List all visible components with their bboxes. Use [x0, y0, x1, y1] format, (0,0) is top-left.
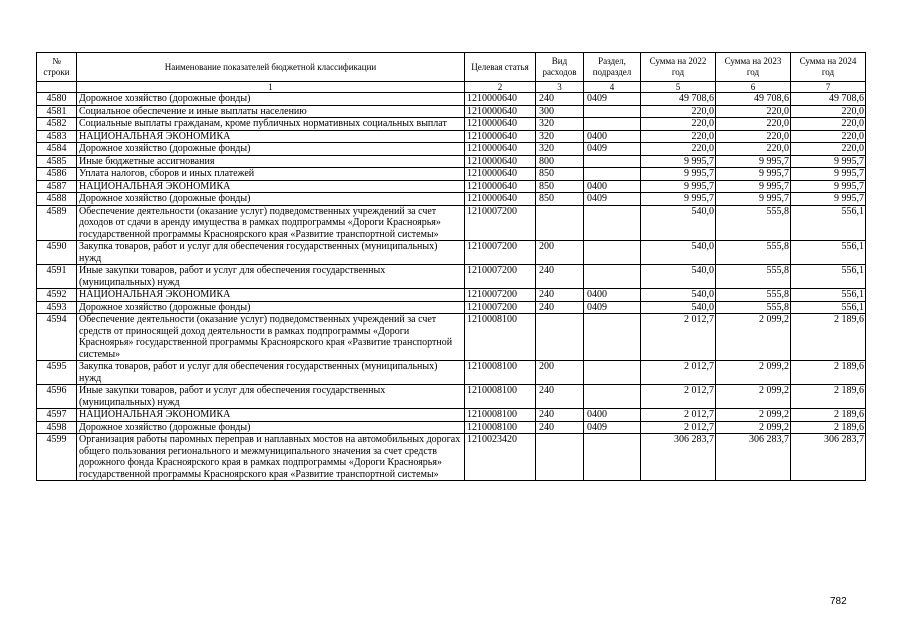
indicator-name: Обеспечение деятельности (оказание услуг) подведомственных учреждений за счет средств от приносящей доход деятельности в рамках подпрограммы «Дороги Красноярья» государственной программы Красноярского края «Развитие транспортной системы»: [77, 314, 465, 361]
section-code: [584, 105, 641, 118]
sum-2024: 556,1: [791, 289, 866, 302]
sum-2022: 2 012,7: [641, 361, 716, 385]
indicator-name: Иные бюджетные ассигнования: [77, 155, 465, 168]
column-index-row: [37, 82, 866, 93]
sum-2023: 555,8: [716, 265, 791, 289]
indicator-name: Закупка товаров, работ и услуг для обеспечения государственных (муниципальных) нужд: [77, 241, 465, 265]
table-row: [37, 434, 866, 481]
sum-2024: 556,1: [791, 241, 866, 265]
expense-type: 320: [536, 118, 584, 131]
target-article: 1210008100: [465, 314, 536, 361]
sum-2023: 9 995,7: [716, 193, 791, 206]
sum-2023: 49 708,6: [716, 93, 791, 106]
sum-2024: 9 995,7: [791, 168, 866, 181]
table-row: [37, 143, 866, 156]
table-row: [37, 193, 866, 206]
sum-2024: 9 995,7: [791, 193, 866, 206]
row-number: 4594: [37, 314, 77, 361]
sum-2022: 49 708,6: [641, 93, 716, 106]
section-code: [584, 265, 641, 289]
expense-type: 320: [536, 130, 584, 143]
table-row: [37, 385, 866, 409]
sum-2023: 2 099,2: [716, 314, 791, 361]
section-code: [584, 155, 641, 168]
column-index: 3: [536, 82, 584, 93]
column-index: 7: [791, 82, 866, 93]
column-index: 5: [641, 82, 716, 93]
target-article: 1210008100: [465, 409, 536, 422]
target-article: 1210007200: [465, 265, 536, 289]
target-article: 1210000640: [465, 143, 536, 156]
sum-2024: 2 189,6: [791, 421, 866, 434]
row-number: 4599: [37, 434, 77, 481]
sum-2023: 9 995,7: [716, 180, 791, 193]
indicator-name: Дорожное хозяйство (дорожные фонды): [77, 93, 465, 106]
indicator-name: Организация работы паромных переправ и наплавных мостов на автомобильных дорогах общего пользования регионального и межмуниципального значения за счет средств дорожного фонда Красноярского края в рамках подпрограммы «Дороги Красноярья» государственной программы Красноярского края «Развитие транспортной системы»: [77, 434, 465, 481]
indicator-name: Социальное обеспечение и иные выплаты населению: [77, 105, 465, 118]
sum-2022: 9 995,7: [641, 168, 716, 181]
indicator-name: Дорожное хозяйство (дорожные фонды): [77, 301, 465, 314]
target-article: 1210008100: [465, 385, 536, 409]
sum-2023: 2 099,2: [716, 385, 791, 409]
target-article: 1210007200: [465, 289, 536, 302]
expense-type: 240: [536, 409, 584, 422]
sum-2024: 220,0: [791, 105, 866, 118]
sum-2024: 2 189,6: [791, 409, 866, 422]
sum-2022: 9 995,7: [641, 180, 716, 193]
target-article: 1210007200: [465, 301, 536, 314]
row-number: 4590: [37, 241, 77, 265]
sum-2024: 220,0: [791, 143, 866, 156]
header-type: Вид расходов: [536, 53, 584, 82]
header-row: [37, 53, 866, 82]
row-number: 4585: [37, 155, 77, 168]
sum-2022: 2 012,7: [641, 421, 716, 434]
table-row: [37, 361, 866, 385]
table-row: [37, 180, 866, 193]
section-code: 0409: [584, 93, 641, 106]
sum-2023: 220,0: [716, 105, 791, 118]
target-article: 1210007200: [465, 241, 536, 265]
sum-2023: 2 099,2: [716, 409, 791, 422]
column-index: 1: [77, 82, 465, 93]
sum-2024: 220,0: [791, 118, 866, 131]
section-code: 0400: [584, 130, 641, 143]
indicator-name: Иные закупки товаров, работ и услуг для обеспечения государственных (муниципальных) нужд: [77, 265, 465, 289]
sum-2023: 2 099,2: [716, 421, 791, 434]
expense-type: 240: [536, 93, 584, 106]
row-number: 4593: [37, 301, 77, 314]
target-article: 1210008100: [465, 361, 536, 385]
sum-2023: 306 283,7: [716, 434, 791, 481]
table-row: [37, 301, 866, 314]
indicator-name: НАЦИОНАЛЬНАЯ ЭКОНОМИКА: [77, 130, 465, 143]
table-row: [37, 314, 866, 361]
sum-2024: 556,1: [791, 301, 866, 314]
section-code: [584, 314, 641, 361]
sum-2024: 9 995,7: [791, 155, 866, 168]
indicator-name: НАЦИОНАЛЬНАЯ ЭКОНОМИКА: [77, 409, 465, 422]
row-number: 4584: [37, 143, 77, 156]
sum-2022: 220,0: [641, 105, 716, 118]
table-row: [37, 409, 866, 422]
indicator-name: НАЦИОНАЛЬНАЯ ЭКОНОМИКА: [77, 180, 465, 193]
section-code: 0409: [584, 301, 641, 314]
row-number: 4582: [37, 118, 77, 131]
sum-2022: 306 283,7: [641, 434, 716, 481]
table-row: [37, 241, 866, 265]
section-code: [584, 118, 641, 131]
sum-2022: 9 995,7: [641, 155, 716, 168]
header-section: Раздел, подраздел: [584, 53, 641, 82]
indicator-name: НАЦИОНАЛЬНАЯ ЭКОНОМИКА: [77, 289, 465, 302]
expense-type: 850: [536, 180, 584, 193]
row-number: 4587: [37, 180, 77, 193]
sum-2022: 540,0: [641, 241, 716, 265]
sum-2022: 220,0: [641, 118, 716, 131]
expense-type: 800: [536, 155, 584, 168]
section-code: [584, 434, 641, 481]
row-number: 4598: [37, 421, 77, 434]
sum-2022: 9 995,7: [641, 193, 716, 206]
column-index: 4: [584, 82, 641, 93]
sum-2022: 2 012,7: [641, 314, 716, 361]
expense-type: 240: [536, 289, 584, 302]
column-index-empty: [37, 82, 77, 93]
indicator-name: Обеспечение деятельности (оказание услуг) подведомственных учреждений за счет доходов от сдачи в аренду имущества в рамках подпрограммы «Дороги Красноярья» государственной программы Красноярского края «Развитие транспортной системы»: [77, 205, 465, 241]
indicator-name: Дорожное хозяйство (дорожные фонды): [77, 143, 465, 156]
sum-2024: 556,1: [791, 205, 866, 241]
section-code: 0409: [584, 143, 641, 156]
sum-2024: 220,0: [791, 130, 866, 143]
sum-2022: 2 012,7: [641, 409, 716, 422]
target-article: 1210000640: [465, 155, 536, 168]
section-code: 0409: [584, 193, 641, 206]
indicator-name: Уплата налогов, сборов и иных платежей: [77, 168, 465, 181]
sum-2024: 2 189,6: [791, 361, 866, 385]
target-article: 1210000640: [465, 93, 536, 106]
expense-type: 850: [536, 193, 584, 206]
target-article: 1210000640: [465, 193, 536, 206]
sum-2022: 540,0: [641, 289, 716, 302]
sum-2023: 555,8: [716, 289, 791, 302]
sum-2024: 306 283,7: [791, 434, 866, 481]
row-number: 4595: [37, 361, 77, 385]
table-row: [37, 155, 866, 168]
header-target: Целевая статья: [465, 53, 536, 82]
expense-type: 240: [536, 301, 584, 314]
row-number: 4588: [37, 193, 77, 206]
header-row-no: № строки: [37, 53, 77, 82]
section-code: 0400: [584, 289, 641, 302]
target-article: 1210000640: [465, 118, 536, 131]
expense-type: 320: [536, 143, 584, 156]
expense-type: 200: [536, 361, 584, 385]
indicator-name: Дорожное хозяйство (дорожные фонды): [77, 193, 465, 206]
row-number: 4589: [37, 205, 77, 241]
sum-2024: 9 995,7: [791, 180, 866, 193]
row-number: 4581: [37, 105, 77, 118]
section-code: 0400: [584, 180, 641, 193]
sum-2023: 555,8: [716, 205, 791, 241]
target-article: 1210000640: [465, 180, 536, 193]
sum-2022: 540,0: [641, 205, 716, 241]
table-row: [37, 93, 866, 106]
section-code: 0409: [584, 421, 641, 434]
target-article: 1210008100: [465, 421, 536, 434]
header-sum-2022: Сумма на 2022 год: [641, 53, 716, 82]
section-code: [584, 241, 641, 265]
table-row: [37, 168, 866, 181]
indicator-name: Дорожное хозяйство (дорожные фонды): [77, 421, 465, 434]
expense-type: 240: [536, 421, 584, 434]
section-code: [584, 361, 641, 385]
sum-2022: 540,0: [641, 301, 716, 314]
budget-table: [36, 52, 866, 481]
sum-2023: 9 995,7: [716, 168, 791, 181]
expense-type: 200: [536, 241, 584, 265]
target-article: 1210023420: [465, 434, 536, 481]
target-article: 1210007200: [465, 205, 536, 241]
expense-type: [536, 434, 584, 481]
row-number: 4580: [37, 93, 77, 106]
column-index: 6: [716, 82, 791, 93]
target-article: 1210000640: [465, 105, 536, 118]
target-article: 1210000640: [465, 130, 536, 143]
sum-2023: 555,8: [716, 241, 791, 265]
indicator-name: Закупка товаров, работ и услуг для обеспечения государственных (муниципальных) нужд: [77, 361, 465, 385]
row-number: 4592: [37, 289, 77, 302]
sum-2024: 556,1: [791, 265, 866, 289]
target-article: 1210000640: [465, 168, 536, 181]
sum-2024: 49 708,6: [791, 93, 866, 106]
expense-type: 240: [536, 385, 584, 409]
page-number: 782: [830, 596, 847, 607]
expense-type: 850: [536, 168, 584, 181]
table-body: [37, 93, 866, 481]
table-row: [37, 105, 866, 118]
table-row: [37, 421, 866, 434]
section-code: [584, 205, 641, 241]
section-code: [584, 385, 641, 409]
section-code: [584, 168, 641, 181]
row-number: 4583: [37, 130, 77, 143]
header-sum-2024: Сумма на 2024 год: [791, 53, 866, 82]
sum-2023: 220,0: [716, 130, 791, 143]
table-row: [37, 265, 866, 289]
sum-2023: 220,0: [716, 118, 791, 131]
indicator-name: Иные закупки товаров, работ и услуг для обеспечения государственных (муниципальных) нужд: [77, 385, 465, 409]
table-row: [37, 289, 866, 302]
expense-type: 240: [536, 265, 584, 289]
header-name: Наименование показателей бюджетной классификации: [77, 53, 465, 82]
sum-2023: 220,0: [716, 143, 791, 156]
row-number: 4597: [37, 409, 77, 422]
row-number: 4586: [37, 168, 77, 181]
sum-2024: 2 189,6: [791, 385, 866, 409]
row-number: 4591: [37, 265, 77, 289]
section-code: 0400: [584, 409, 641, 422]
header-sum-2023: Сумма на 2023 год: [716, 53, 791, 82]
expense-type: 300: [536, 105, 584, 118]
sum-2022: 540,0: [641, 265, 716, 289]
table-row: [37, 130, 866, 143]
sum-2023: 9 995,7: [716, 155, 791, 168]
table-row: [37, 118, 866, 131]
row-number: 4596: [37, 385, 77, 409]
expense-type: [536, 314, 584, 361]
indicator-name: Социальные выплаты гражданам, кроме публичных нормативных социальных выплат: [77, 118, 465, 131]
sum-2022: 2 012,7: [641, 385, 716, 409]
sum-2024: 2 189,6: [791, 314, 866, 361]
table-row: [37, 205, 866, 241]
sum-2023: 555,8: [716, 301, 791, 314]
expense-type: [536, 205, 584, 241]
sum-2023: 2 099,2: [716, 361, 791, 385]
sum-2022: 220,0: [641, 143, 716, 156]
sum-2022: 220,0: [641, 130, 716, 143]
column-index: 2: [465, 82, 536, 93]
